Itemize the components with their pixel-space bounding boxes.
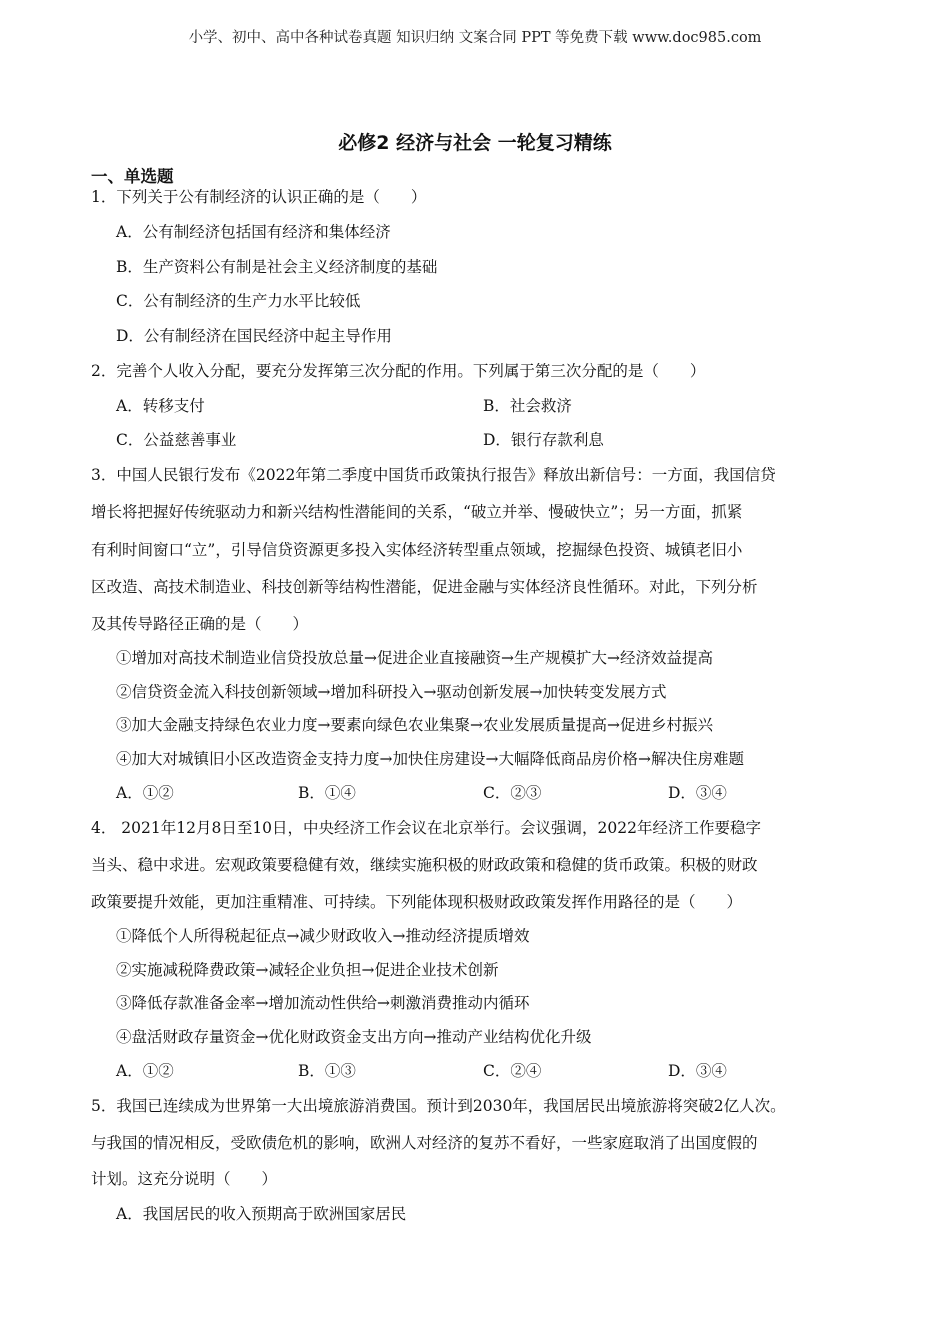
q5-option-a: A．我国居民的收入预期高于欧洲国家居民 [116, 1205, 407, 1223]
q3-item: ③加大金融支持绿色农业力度→要素向绿色农业集聚→农业发展质量提高→促进乡村振兴 [116, 716, 713, 734]
q4-option-c: C．②④ [483, 1062, 542, 1080]
q3-option-a: A．①② [116, 784, 174, 802]
q3-stem-line: 及其传导路径正确的是（ ） [91, 615, 309, 633]
q4-item: ①降低个人所得税起征点→减少财政收入→推动经济提质增效 [116, 927, 530, 945]
q1-option-d: D．公有制经济在国民经济中起主导作用 [116, 327, 392, 345]
q2-option-a: A．转移支付 [116, 397, 205, 415]
q2-option-b: B．社会救济 [483, 397, 572, 415]
section-heading: 一、单选题 [91, 167, 174, 186]
q5-stem-line: 计划。这充分说明（ ） [91, 1170, 278, 1188]
q4-stem-line: 政策要提升效能，更加注重精准、可持续。下列能体现积极财政政策发挥作用路径的是（ ） [91, 893, 743, 911]
q3-item: ②信贷资金流入科技创新领域→增加科研投入→驱动创新发展→加快转变发展方式 [116, 683, 667, 701]
q1-option-a: A．公有制经济包括国有经济和集体经济 [116, 223, 391, 241]
q1-stem: 1．下列关于公有制经济的认识正确的是（ ） [91, 188, 427, 206]
q3-item: ①增加对高技术制造业信贷投放总量→促进企业直接融资→生产规模扩大→经济效益提高 [116, 649, 713, 667]
q4-option-b: B．①③ [298, 1062, 356, 1080]
q4-item: ④盘活财政存量资金→优化财政资金支出方向→推动产业结构优化升级 [116, 1028, 592, 1046]
q4-stem-line: 当头、稳中求进。宏观政策要稳健有效，继续实施积极的财政政策和稳健的货币政策。积极的财政 [91, 856, 758, 874]
q3-option-d: D．③④ [668, 784, 727, 802]
q1-option-c: C．公有制经济的生产力水平比较低 [116, 292, 361, 310]
q4-stem-line: 4． 2021年12月8日至10日，中央经济工作会议在北京举行。会议强调，2022年经济工作要稳字 [91, 819, 761, 837]
q5-stem-line: 与我国的情况相反，受欧债危机的影响，欧洲人对经济的复苏不看好，一些家庭取消了出国度假的 [91, 1134, 758, 1152]
document-title: 必修2 经济与社会 一轮复习精练 [338, 132, 612, 154]
q3-stem-line: 3．中国人民银行发布《2022年第二季度中国货币政策执行报告》释放出新信号：一方面，我国信贷 [91, 466, 776, 484]
q3-item: ④加大对城镇旧小区改造资金支持力度→加快住房建设→大幅降低商品房价格→解决住房难题 [116, 750, 744, 768]
q2-option-c: C．公益慈善事业 [116, 431, 237, 449]
q4-option-a: A．①② [116, 1062, 174, 1080]
q3-stem-line: 增长将把握好传统驱动力和新兴结构性潜能间的关系，“破立并举、慢破快立”；另一方面，抓紧 [91, 503, 743, 521]
q4-item: ③降低存款准备金率→增加流动性供给→刺激消费推动内循环 [116, 994, 530, 1012]
q1-option-b: B．生产资料公有制是社会主义经济制度的基础 [116, 258, 438, 276]
q3-option-c: C．②③ [483, 784, 542, 802]
q2-option-d: D．银行存款利息 [483, 431, 604, 449]
q4-item: ②实施减税降费政策→减轻企业负担→促进企业技术创新 [116, 961, 499, 979]
page-header: 小学、初中、高中各种试卷真题 知识归纳 文案合同 PPT 等免费下载 www.doc985.com [188, 30, 762, 46]
q5-stem-line: 5．我国已连续成为世界第一大出境旅游消费国。预计到2030年，我国居民出境旅游将突破2亿人次。 [91, 1097, 786, 1115]
q3-option-b: B．①④ [298, 784, 356, 802]
q2-stem: 2．完善个人收入分配，要充分发挥第三次分配的作用。下列属于第三次分配的是（ ） [91, 362, 706, 380]
q4-option-d: D．③④ [668, 1062, 727, 1080]
q3-stem-line: 区改造、高技术制造业、科技创新等结构性潜能，促进金融与实体经济良性循环。对此，下列分析 [91, 578, 758, 596]
q3-stem-line: 有利时间窗口“立”，引导信贷资源更多投入实体经济转型重点领域，挖掘绿色投资、城镇老旧小 [91, 541, 743, 559]
